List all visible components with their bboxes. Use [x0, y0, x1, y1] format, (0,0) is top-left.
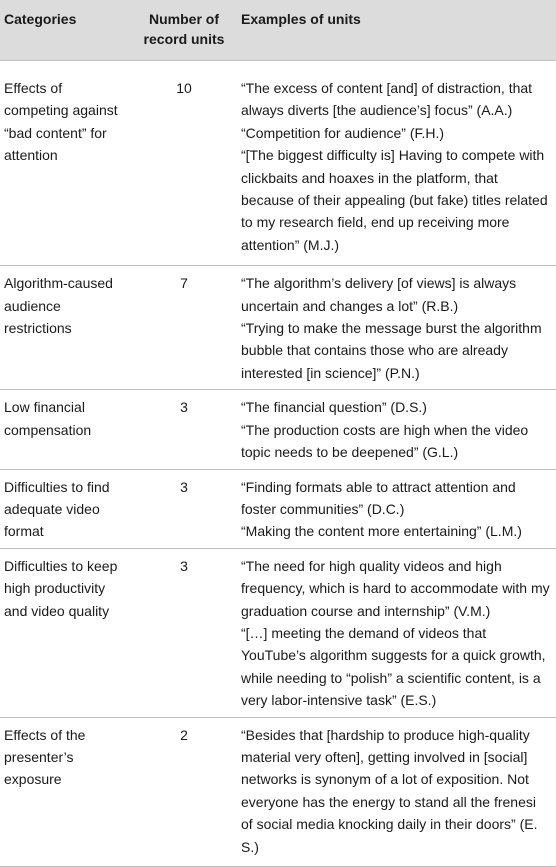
category-cell: Difficulties to find adequate video format — [0, 469, 131, 548]
examples-cell — [237, 266, 556, 390]
table-row — [0, 390, 556, 469]
record-count-cell: 3 — [131, 469, 237, 548]
header-categories: Categories — [0, 0, 131, 61]
example-quote: “The production costs are high when the video topic needs to be deepened” (G.L.) — [241, 421, 529, 461]
table-row — [0, 717, 556, 866]
header-examples-of-units: Examples of units — [237, 0, 556, 61]
examples-cell — [237, 61, 556, 266]
table-row — [0, 266, 556, 390]
table-header — [0, 0, 556, 61]
record-count-cell: 3 — [131, 548, 237, 717]
table-row — [0, 548, 556, 717]
record-count-cell: 2 — [131, 717, 237, 866]
example-quote: “The need for high quality videos and high frequency, which is hard to accommodate with my graduation course and internship” (V.M.) — [241, 557, 550, 619]
table-row — [0, 61, 556, 266]
example-quote: “Trying to make the message burst the algorithm bubble that contains those who are already interested [in science]” (P.N.) — [241, 320, 542, 381]
category-cell: Low financial compensation — [0, 390, 131, 469]
table-body — [0, 61, 556, 867]
example-quote: “The algorithm’s delivery [of views] is always uncertain and changes a lot” (R.B.) — [241, 275, 517, 314]
examples-cell — [237, 717, 556, 866]
example-quote: “Competition for audience” (F.H.) — [241, 124, 445, 141]
category-cell: Algorithm-caused audience restrictions — [0, 266, 131, 390]
example-quote: “[…] meeting the demand of videos that YouTube’s algorithm suggests for a quick growth, while needing to “polish” a scientific content, is a very labor-intensive task” (E.S.) — [241, 624, 546, 709]
example-quote: “[The biggest difficulty is] Having to compete with clickbaits and hoaxes in the platform, that because of their appealing (but fake) titles related to my research field, end up receiving more attention” (M.J.) — [241, 147, 548, 253]
example-quote: “The excess of content [and] of distraction, that always diverts [the audience’s] focus” (A.A.) — [241, 80, 533, 119]
category-cell: Difficulties to keep high productivity and video quality — [0, 548, 131, 717]
example-quote: “Besides that [hardship to produce high-quality material very often], getting involved in [social] networks is synonym of a lot of exposition. Not everyone has the energy to stand all the frenesi of social media knocking daily in their doors” (E. S.) — [241, 726, 538, 855]
record-count-cell: 3 — [131, 390, 237, 469]
category-cell: Effects of competing against “bad content” for attention — [0, 61, 131, 266]
examples-cell — [237, 390, 556, 469]
header-row — [0, 0, 556, 61]
examples-cell — [237, 548, 556, 717]
header-number-of-record-units: Number of record units — [131, 0, 237, 61]
examples-cell — [237, 469, 556, 548]
example-quote: “Finding formats able to attract attention and foster communities” (D.C.) — [241, 478, 516, 517]
example-quote: “Making the content more entertaining” (L.M.) — [241, 523, 522, 540]
record-count-cell: 7 — [131, 266, 237, 390]
category-cell: Effects of the presenter’s exposure — [0, 717, 131, 866]
table-row — [0, 469, 556, 548]
record-count-cell: 10 — [131, 61, 237, 266]
example-quote: “The financial question” (D.S.) — [241, 399, 427, 416]
